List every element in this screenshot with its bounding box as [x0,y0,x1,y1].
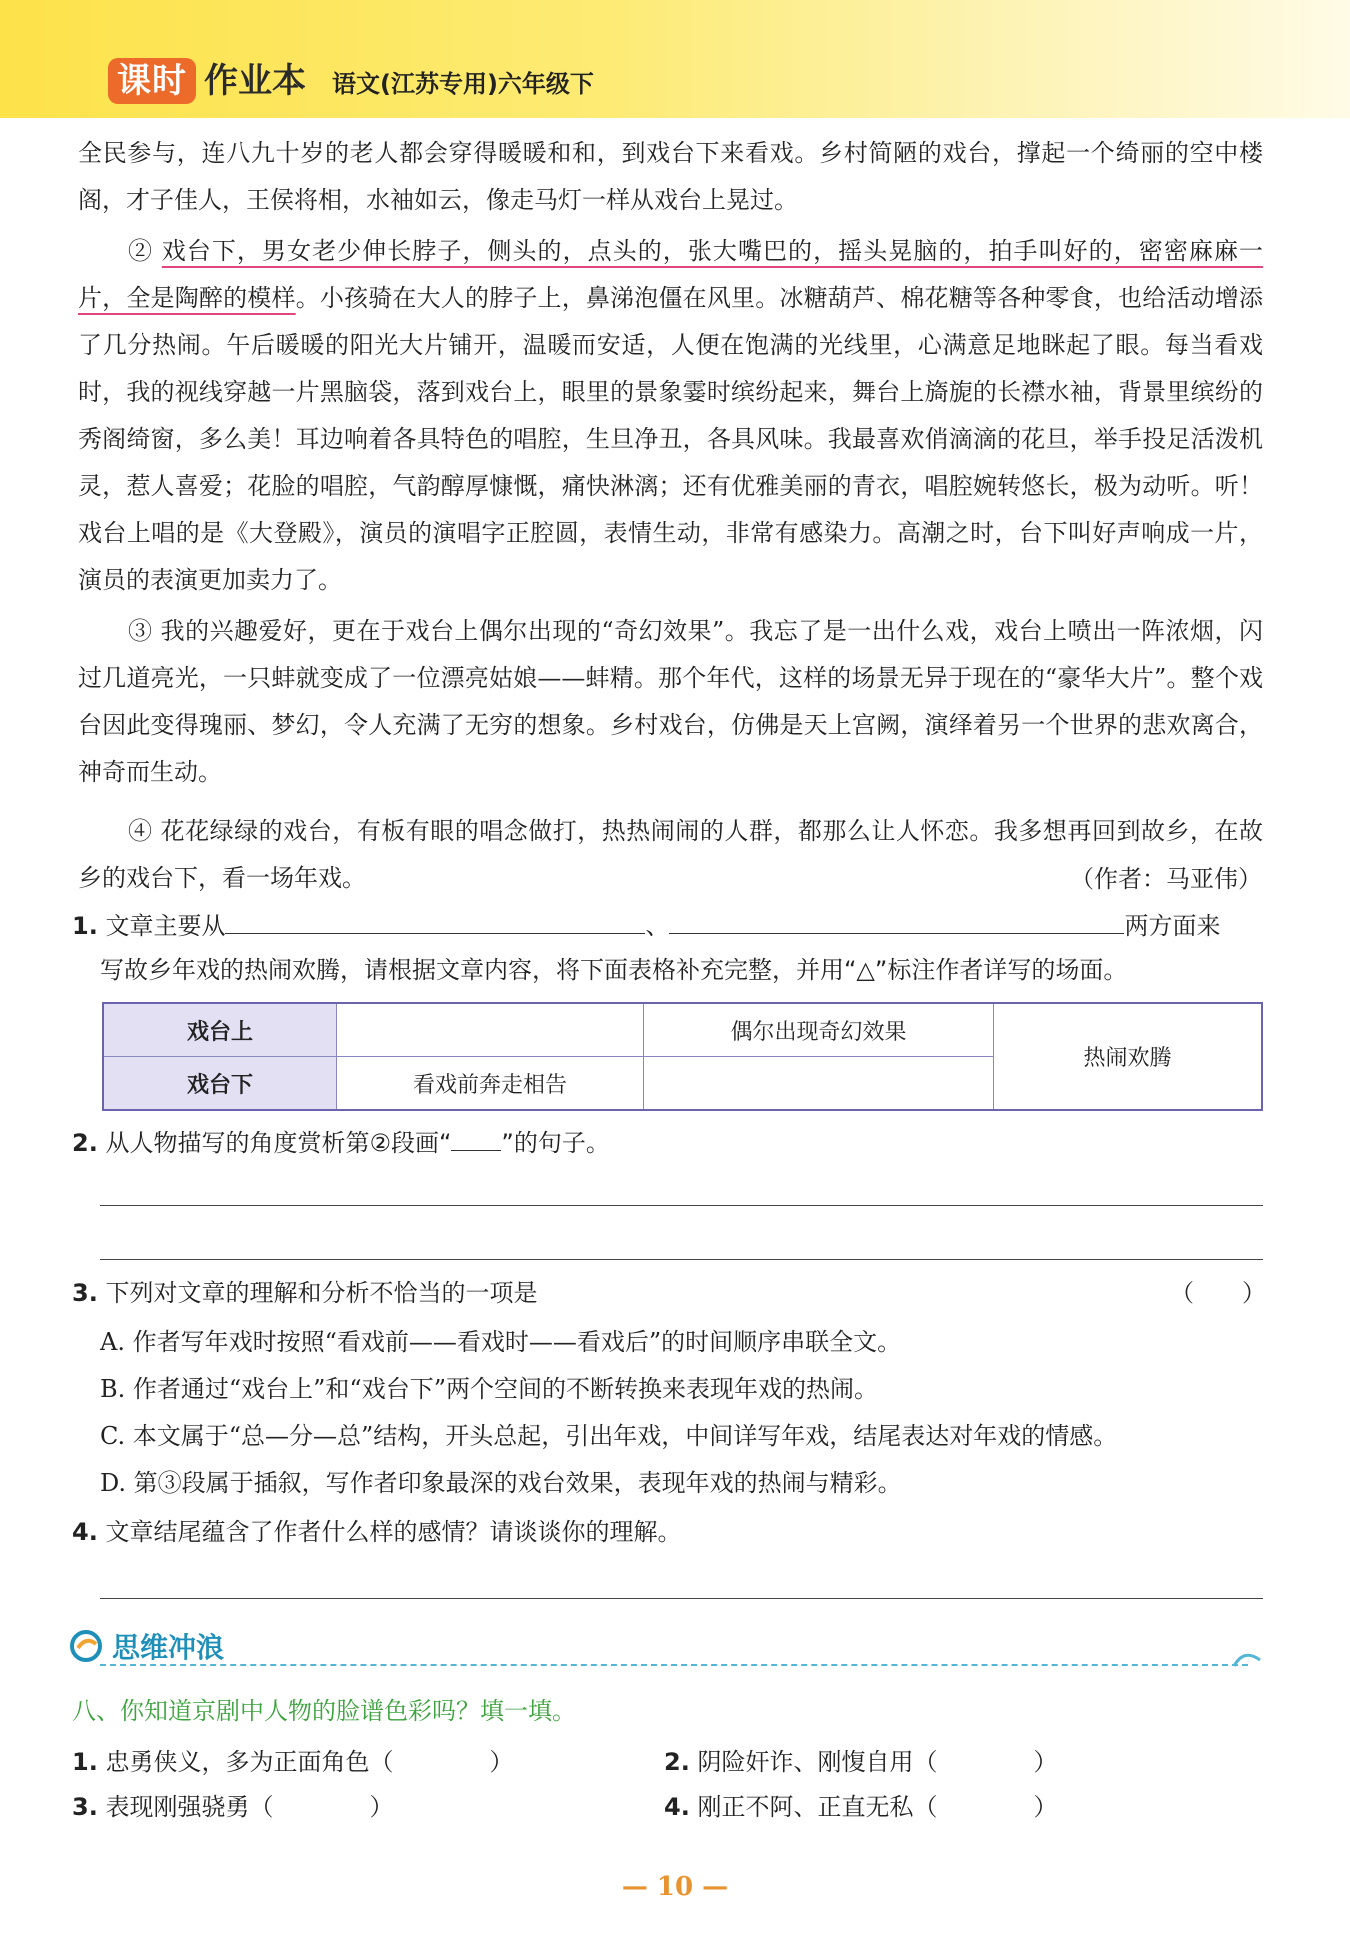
paragraph-2-text: 。小孩骑在大人的脖子上，鼻涕泡僵在风里。冰糖葫芦、棉花糖等各种零食，也给活动增添了几分热闹。午后暖暖的阳光大片铺开，温暖而安适，人便在饱满的光线里，心满意足地眯起了眼。每当看戏时，我的视线穿越一片黑脑袋，落到戏台上，眼里的景象霎时缤纷起来，舞台上旖旎的长襟水袖，背景里缤纷的秀阁绮窗，多么美！耳边响着各具特色的唱腔，生旦净丑，各具风味。我最喜欢俏滴滴的花旦，举手投足活泼机灵，惹人喜爱；花脸的唱腔，气韵醇厚慷慨，痛快淋漓；还有优雅美丽的青衣，唱腔婉转悠长，极为动听。听！戏台上唱的是《大登殿》，演员的演唱字正腔圆，表情生动，非常有感染力。高潮之时，台下叫好声响成一片，演员的表演更加卖力了。 [78,284,1263,594]
question-text: 下列对文章的理解和分析不恰当的一项是 [105,1279,538,1307]
question-text: ”的句子。 [501,1129,610,1157]
question-number: 3. [72,1279,98,1307]
answer-table [102,1002,1263,1111]
item-text[interactable]: 忠勇侠义，多为正面角色（ ） [105,1748,514,1776]
question-3 [72,1273,537,1313]
answer-line[interactable] [100,1205,1263,1206]
paragraph-4: ④ 花花绿绿的戏台，有板有眼的唱念做打，热热闹闹的人群，都那么让人怀恋。我多想再回到故乡，在故乡的戏台下，看一场年戏。 [78,817,1263,892]
question-text: 从人物描写的角度赏析第②段画“ [105,1129,452,1157]
question-text: 文章结尾蕴含了作者什么样的感情？请谈谈你的理解。 [105,1518,682,1546]
paragraph-2 [78,228,1263,604]
underline-mark [451,1122,501,1151]
question-number: 4. [72,1518,98,1546]
logo-badge: 课时 [108,58,196,104]
question-number: 2. [72,1129,98,1157]
option-b[interactable]: B. 作者通过“戏台上”和“戏台下”两个空间的不断转换来表现年戏的热闹。 [100,1375,878,1403]
subject-title: 语文(江苏专用)六年级下 [332,70,594,98]
section-divider [100,1664,1248,1666]
question-1-cont: 写故乡年戏的热闹欢腾，请根据文章内容，将下面表格补充完整，并用“△”标注作者详写的场面。 [100,956,1128,984]
option-d[interactable]: D. 第③段属于插叙，写作者印象最深的戏台效果，表现年戏的热闹与精彩。 [100,1469,902,1497]
item-number: 1. [72,1748,98,1776]
table-cell: 偶尔出现奇幻效果 [643,1003,993,1057]
table-cell: 看戏前奔走相告 [337,1057,644,1111]
paragraph-3: ③ 我的兴趣爱好，更在于戏台上偶尔出现的“奇幻效果”。我忘了是一出什么戏，戏台上喷出一阵浓烟，闪过几道亮光，一只蚌就变成了一位漂亮姑娘——蚌精。那个年代，这样的场景无异于现在的“豪华大片”。整个戏台因此变得瑰丽、梦幻，令人充满了无穷的想象。乡村戏台，仿佛是天上宫阙，演绎着另一个世界的悲欢离合，神奇而生动。 [78,617,1263,786]
section-instruction: 八、你知道京剧中人物的脸谱色彩吗？填一填。 [72,1697,576,1725]
separator: 、 [645,912,670,940]
answer-paren[interactable]: （ ） [1170,1279,1266,1307]
page-number: — 10 — [621,1872,729,1902]
answer-line[interactable] [100,1598,1263,1599]
face-item-2 [664,1742,1057,1782]
header-bar [0,0,1350,118]
table-cell-merged: 热闹欢腾 [994,1003,1263,1110]
table-cell-blank[interactable] [337,1003,644,1057]
question-number: 1. [72,912,98,940]
question-text: 两方面来 [1124,912,1221,940]
question-2 [72,1122,610,1163]
author-credit: （作者：马亚伟） [1070,865,1262,893]
wave-icon [68,1628,104,1664]
row-label-stage: 戏台上 [103,1003,337,1057]
item-text[interactable]: 表现刚强骁勇（ ） [105,1793,394,1821]
paragraph-1-end: 全民参与，连八九十岁的老人都会穿得暖暖和和，到戏台下来看戏。乡村简陋的戏台，撑起一个绮丽的空中楼阁，才子佳人，王侯将相，水袖如云，像走马灯一样从戏台上晃过。 [78,139,1263,214]
question-text: 文章主要从 [105,912,226,940]
table-cell-blank[interactable] [643,1057,993,1111]
item-number: 3. [72,1793,98,1821]
item-text[interactable]: 阴险奸诈、刚愎自用（ ） [697,1748,1058,1776]
question-1 [72,905,1220,946]
face-item-3 [72,1787,393,1827]
face-item-1 [72,1742,513,1782]
question-4 [72,1512,681,1552]
answer-blank[interactable] [225,905,645,934]
logo-text: 作业本 [204,61,306,101]
item-text[interactable]: 刚正不阿、正直无私（ ） [697,1793,1058,1821]
face-item-4 [664,1787,1057,1827]
row-label-audience: 戏台下 [103,1057,337,1111]
item-number: 4. [664,1793,690,1821]
option-c[interactable]: C. 本文属于“总—分—总”结构，开头总起，引出年戏，中间详写年戏，结尾表达对年戏的情感。 [100,1422,1118,1450]
section-title: 思维冲浪 [112,1631,225,1664]
highlighted-sentence: 戏台下，男女老少伸长脖子，侧头的，点头的，张大嘴巴的，摇头晃脑的，拍手叫好的，密密麻麻一片，全是陶醉的模样 [78,237,1264,312]
wave-end-icon [1232,1646,1262,1670]
option-a[interactable]: A. 作者写年戏时按照“看戏前——看戏时——看戏后”的时间顺序串联全文。 [100,1328,902,1356]
answer-line[interactable] [100,1259,1263,1260]
answer-blank[interactable] [669,905,1124,934]
item-number: 2. [664,1748,690,1776]
paragraph-number: ② [128,237,154,265]
